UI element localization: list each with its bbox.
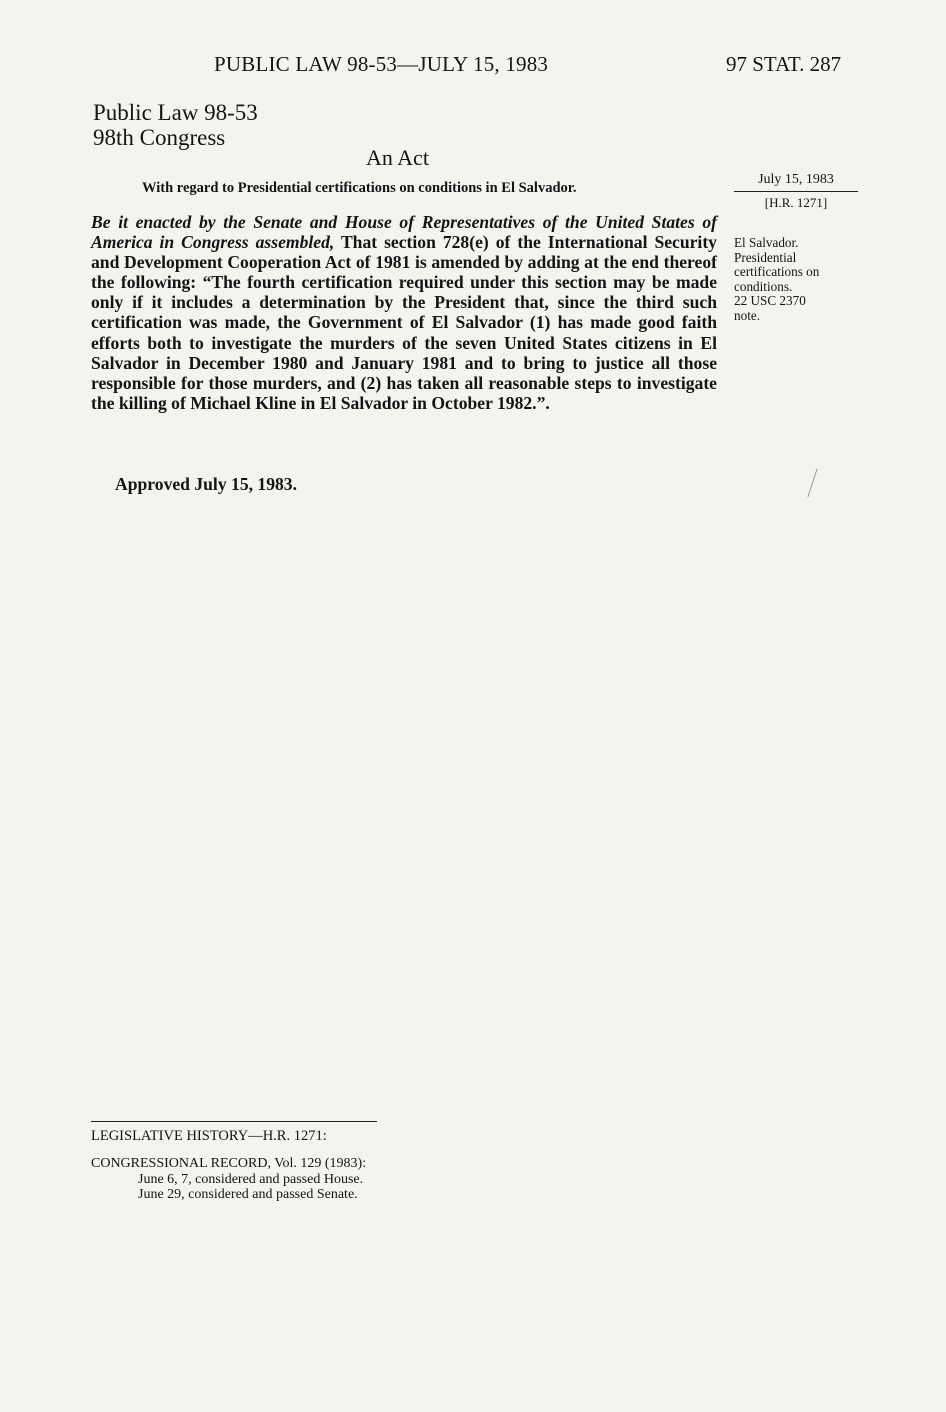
running-title: PUBLIC LAW 98-53—JULY 15, 1983 bbox=[214, 52, 549, 76]
statute-reference: 97 STAT. 287 bbox=[726, 52, 842, 76]
congressional-record: CONGRESSIONAL RECORD, Vol. 129 (1983): bbox=[91, 1156, 367, 1171]
enacting-clause: Be it enacted by the Senate and House of Representatives of the United States of America in Congress assembled, bbox=[91, 212, 717, 253]
approval-line: Approved July 15, 1983. bbox=[115, 474, 297, 494]
running-head bbox=[0, 52, 946, 82]
marginal-note-line: note. bbox=[734, 307, 761, 323]
marginal-note-line: certifications on bbox=[734, 264, 820, 280]
enactment-date: July 15, 1983 bbox=[734, 172, 858, 192]
history-entry: June 6, 7, considered and passed House. bbox=[138, 1171, 364, 1187]
legislative-history-record bbox=[91, 1156, 366, 1203]
act-heading: An Act bbox=[366, 145, 429, 170]
marginal-note bbox=[734, 236, 864, 324]
marginal-note-line: El Salvador. bbox=[734, 235, 799, 250]
act-text: That section 728(e) of the International Security and Development Cooperation Act of 1981 is amended by adding at the end thereof the following: “The fourth certification required under this section may be made only if it includes a determination by the President that, since the third such certification was made, the Government of El Salvador (1) has made good faith efforts both to investigate the murders of the seven United States citizens in El Salvador in December 1980 and January 1981 and to bring to justice all those responsible for those murders, and (2) has taken all reasonable steps to investigate the killing of Michael Kline in El Salvador in October 1982.”. bbox=[91, 232, 717, 413]
history-entry: June 29, considered and passed Senate. bbox=[138, 1187, 358, 1202]
marginal-note-line: conditions. bbox=[734, 278, 793, 294]
enactment-date-box bbox=[734, 172, 858, 211]
marginal-note-line: Presidential bbox=[734, 249, 797, 265]
act-body bbox=[91, 212, 717, 413]
bill-number: [H.R. 1271] bbox=[764, 195, 828, 210]
legislative-history-heading: LEGISLATIVE HISTORY—H.R. 1271: bbox=[91, 1128, 327, 1144]
marginal-note-line: 22 USC 2370 bbox=[734, 293, 806, 309]
footnote-rule bbox=[91, 1121, 377, 1122]
law-number: Public Law 98-53 bbox=[93, 100, 258, 125]
law-identification bbox=[93, 100, 258, 150]
long-title: With regard to Presidential certifications on conditions in El Salvador. bbox=[142, 180, 577, 196]
congress-number: 98th Congress bbox=[93, 125, 226, 150]
scan-artifact bbox=[807, 469, 817, 498]
